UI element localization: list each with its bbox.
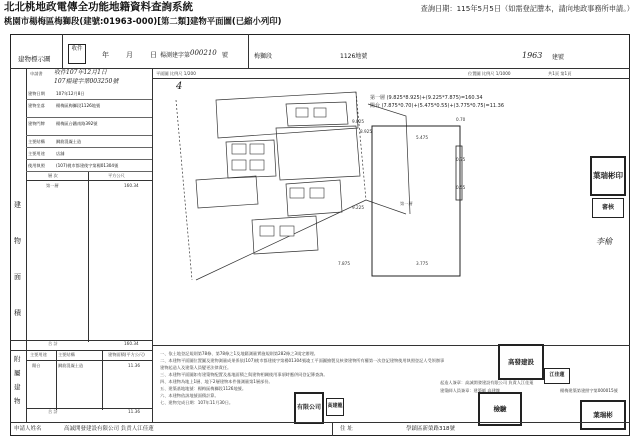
annex-header: 主要用途 xyxy=(30,352,47,357)
company-seal-stamp: 有限公司 xyxy=(294,392,324,424)
footer-applicant-value: 高誠開發建設有限公司 負責人江佳蓮 xyxy=(64,426,154,432)
table-divider xyxy=(56,350,57,410)
dimension: 0.55 xyxy=(456,185,466,190)
note-line: 二、本建物平面圖位置圖及建物測量成果係依(107)桃市都建使字第楊01304號竣工平面圖繪製及核發建物所有權第一次登記建物使用執照登記人受領辦事 xyxy=(160,358,445,363)
year-char: 年 xyxy=(102,51,109,59)
receipt-stamp: 收件 xyxy=(68,44,86,64)
designer-signature-label: 建築師人員簽章：建築師 高建龍 xyxy=(440,388,500,393)
floor-plan-drawing xyxy=(156,80,536,344)
floor-header-left: 層 次 xyxy=(48,173,58,178)
info-key: 建物門牌 xyxy=(28,121,45,126)
map-scale: 位置圖 比例尺 1/1000 xyxy=(468,71,511,76)
note-line: 五、建築基地地號：楊梅區梅獅段1126地號。 xyxy=(160,386,247,391)
footer-address-label: 住 址 xyxy=(340,426,353,432)
page-title: 北北桃地政電傳全功能地籍資料查詢系統 xyxy=(4,1,193,13)
annex-header: 建物面積(平方公尺) xyxy=(108,352,145,357)
apply-number: 107楊建字第003250號 xyxy=(54,78,119,85)
dimension: 9.225 xyxy=(352,205,364,210)
info-value: 店舖 xyxy=(56,151,65,156)
note-line: 建物起造人及建築人員變更法律責任。 xyxy=(160,365,232,370)
info-row xyxy=(26,88,152,100)
annex-side-label: 物 xyxy=(14,397,21,405)
apply-label: 申請書 xyxy=(30,71,43,76)
surveyor-stamp: 葉瑞彬 xyxy=(580,400,626,430)
panel-border xyxy=(152,68,153,422)
annex-area: 11.36 xyxy=(128,363,140,368)
side-label: 積 xyxy=(14,309,21,317)
info-row xyxy=(26,148,152,160)
side-label: 面 xyxy=(14,273,21,281)
dimension: 3.775 xyxy=(416,261,428,266)
dimension: 7.875 xyxy=(338,261,350,266)
inspection-stamp: 檢驗 xyxy=(478,392,522,426)
form-title: 建物標示圖 xyxy=(18,55,51,63)
info-row xyxy=(26,118,152,136)
apply-date: 收件107年12月1日 xyxy=(54,69,107,76)
info-value: 楊梅區梅獅段1126地號 xyxy=(56,103,101,108)
info-key: 使用執照 xyxy=(28,163,45,168)
note-line: 七、建物完成日期：107年11月30日。 xyxy=(160,400,234,405)
note-line: 四、本建物為地上1層、地下2層建物本件僅測量第1層部份。 xyxy=(160,379,273,384)
total-value: 160.34 xyxy=(124,341,139,346)
form-divider xyxy=(62,34,63,68)
info-value: 楊梅區台鐵南路392號 xyxy=(56,121,98,126)
floor-header-right: 平方公尺 xyxy=(108,173,125,178)
survey-prefix: 楊測建字第 xyxy=(160,52,191,59)
table-divider xyxy=(26,180,152,181)
annex-side-label: 建 xyxy=(14,383,21,391)
annex-structure: 鋼筋混凝土造 xyxy=(58,363,84,368)
info-key: 主要用途 xyxy=(28,151,45,156)
applicant-signature-label: 起造人簽章：高誠開發建設有限公司 負責人江佳蓮 xyxy=(440,380,534,385)
count-mark: 4 xyxy=(176,81,183,92)
section-name: 梅獅段 xyxy=(254,53,273,60)
review-stamp: 審核 xyxy=(592,198,624,218)
survey-suffix: 號 xyxy=(222,52,229,59)
architect-stamp: 高建龍 xyxy=(326,398,344,416)
annex-header: 主要結構 xyxy=(58,352,75,357)
table-divider xyxy=(10,350,152,351)
table-divider xyxy=(88,172,89,342)
info-key: 建物日期 xyxy=(28,91,45,96)
dimension: 9.825 xyxy=(352,119,364,124)
table-divider xyxy=(26,360,152,361)
note-line: 六、本建物依該地號面積計算。 xyxy=(160,393,219,398)
drawing-divider xyxy=(152,78,630,79)
building-number: 1963 xyxy=(522,51,543,60)
table-divider xyxy=(102,350,103,410)
note-line: 三、本建物平面圖如有建築物配置及基地面積之與建物相關使用事項時應併同登記簿查詢。 xyxy=(160,372,328,377)
footer-divider xyxy=(10,422,630,423)
dimension: 0.75 xyxy=(456,157,466,162)
annex-total-label: 合 計 xyxy=(48,409,58,414)
info-key: 主要結構 xyxy=(28,139,45,144)
dimension: 8.925 xyxy=(360,129,372,134)
info-row xyxy=(26,136,152,148)
area-formula: 第一層 (9.825*8.925)+(9.225*7.875)=160.34 xyxy=(370,95,483,101)
floor-name: 第一層 xyxy=(46,183,59,188)
company-stamp: 高發建設 xyxy=(498,344,544,380)
personal-stamp: 江佳蓮 xyxy=(544,368,570,384)
dimension: 5.475 xyxy=(416,135,428,140)
survey-number: 000210 xyxy=(190,49,217,57)
floor-area: 160.34 xyxy=(124,183,139,188)
page-indicator: 共1頁 第1頁 xyxy=(548,71,572,76)
side-label: 建 xyxy=(14,201,21,209)
balcony-formula: 陽台 (7.875*0.70)+(5.475*0.55)+(3.775*0.75)=11.36 xyxy=(370,103,505,109)
info-row xyxy=(26,100,152,118)
plan-scale: 平面圖 比例尺 1/200 xyxy=(156,71,196,76)
info-value: 鋼筋混凝土造 xyxy=(56,139,82,144)
info-value: 107年12月8日 xyxy=(56,91,85,96)
day-char: 日 xyxy=(150,51,157,59)
total-label: 合 計 xyxy=(48,341,58,346)
footer-address-value: 學鎮區新榮路318號 xyxy=(406,426,455,432)
note-line: 一、依土地登記規則第78條、第78條之1及地籍測量實施規則第282條之3規定辦理。 xyxy=(160,351,318,356)
annex-use: 陽台 xyxy=(32,363,41,368)
month-char: 月 xyxy=(126,51,133,59)
handwritten-signature: 李榆 xyxy=(596,237,612,246)
footer-applicant-label: 申請人姓名 xyxy=(14,426,42,432)
side-label: 物 xyxy=(14,237,21,245)
building-suffix: 建號 xyxy=(552,54,565,61)
footer-divider xyxy=(332,422,333,436)
dimension: 0.70 xyxy=(456,117,466,122)
info-value: (107)桃市都建使字第楊01304號 xyxy=(56,163,119,168)
info-row xyxy=(26,160,152,172)
annex-total-value: 11.36 xyxy=(128,409,140,414)
annex-side-label: 附 xyxy=(14,355,21,363)
annex-side-label: 屬 xyxy=(14,369,21,377)
form-divider xyxy=(248,34,249,68)
page-subtitle: 桃園市楊梅區梅獅段(建號:01963-000)[第二類]建物平面圖(已縮小列印) xyxy=(4,16,282,26)
official-seal-stamp: 葉瑞彬印 xyxy=(590,156,626,196)
notes-divider xyxy=(152,345,630,346)
info-key: 建物坐落 xyxy=(28,103,45,108)
floor-label: 第一層 xyxy=(400,201,413,206)
query-date: 查詢日期：115年5月5日（如需登記謄本，請向地政事務所申請。） xyxy=(420,4,634,13)
lot-number: 1126地號 xyxy=(340,53,368,60)
license-number: 楊梅建築第建照字第000015號 xyxy=(560,388,618,393)
